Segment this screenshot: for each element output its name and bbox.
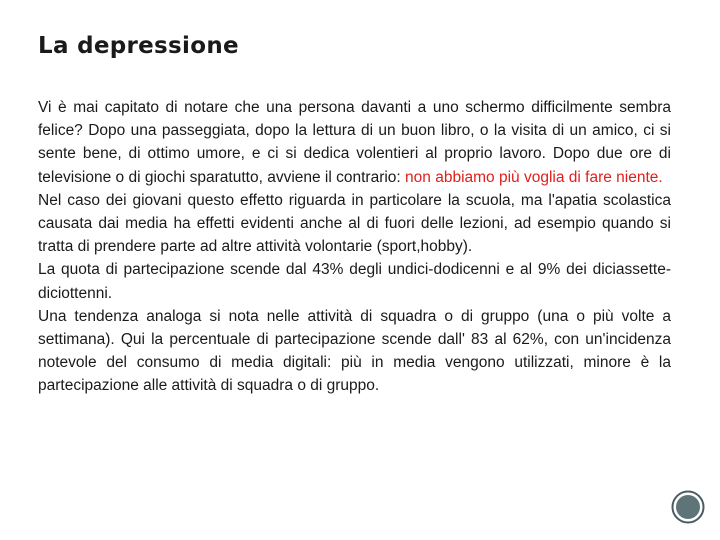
- paragraph-1-text: Vi è mai capitato di notare che una persona davanti a uno schermo difficilmente sembra felice? Dopo una passeggiata, dopo la lettura di un buon libro, o la visita di un amico, ci si sente bene, di ottimo umore, e ci si dedica volentieri al proprio lavoro. Dopo due ore di televisione o di giochi sparatutto, avviene il contrario:: [38, 99, 671, 186]
- slide-body: [38, 96, 671, 398]
- slide-title: La depressione: [38, 33, 239, 59]
- circle-nav-icon[interactable]: [671, 490, 705, 524]
- paragraph-1: [38, 96, 671, 189]
- highlighted-text: non abbiamo più voglia di fare niente.: [405, 168, 663, 186]
- paragraph-2: Nel caso dei giovani questo effetto riguarda in particolare la scuola, ma l'apatia scolastica causata dai media ha effetti evidenti anche al di fuori delle lezioni, ad esempio quando si tratta di prendere parte ad altre attività volontarie (sport,hobby).: [38, 191, 671, 256]
- paragraph-3: La quota di partecipazione scende dal 43% degli undici-dodicenni e al 9% dei diciassette-diciottenni.: [38, 261, 671, 302]
- paragraph-4: Una tendenza analoga si nota nelle attività di squadra o di gruppo (una o più volte a settimana). Qui la percentuale di partecipazione scende dall' 83 al 62%, con un'incidenza notevole del consumo di media digitali: più in media vengono utilizzati, minore è la partecipazione alle attività di squadra o di gruppo.: [38, 307, 671, 395]
